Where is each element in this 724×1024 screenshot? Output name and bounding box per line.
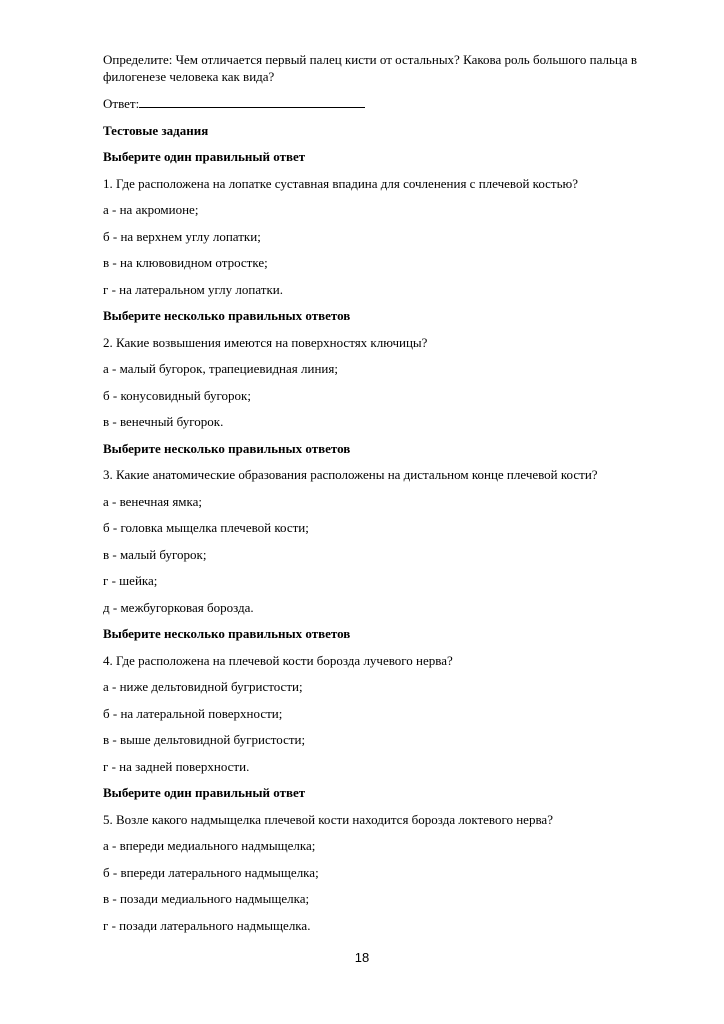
option-5a: а - впереди медиального надмыщелка; [103, 838, 316, 853]
option-1a: а - на акромионе; [103, 202, 199, 217]
option-5c: в - позади медиального надмыщелка; [103, 891, 310, 906]
option-4a: а - ниже дельтовидной бугристости; [103, 679, 303, 694]
option-5b: б - впереди латерального надмыщелка; [103, 864, 319, 880]
question-1: 1. Где расположена на лопатке суставная впадина для сочленения с плечевой костью? [103, 175, 579, 191]
option-3d: г - шейка; [103, 573, 158, 588]
intro-question: Определите: Чем отличается первый палец кисти от остальных? Какова роль большого пальца в филогенезе человека как вида? [103, 52, 637, 84]
option-3e: д - межбугорковая борозда. [103, 599, 254, 615]
option-4b: б - на латеральной поверхности; [103, 705, 283, 721]
question-2: 2. Какие возвышения имеются на поверхностях ключицы? [103, 334, 428, 350]
instruction-3: Выберите несколько правильных ответов [103, 440, 351, 456]
option-1d: г - на латеральном углу лопатки. [103, 281, 283, 297]
option-1b: б - на верхнем углу лопатки; [103, 228, 261, 244]
option-4c: в - выше дельтовидной бугристости; [103, 732, 306, 747]
option-2c: в - венечный бугорок. [103, 414, 224, 429]
instruction-4: Выберите несколько правильных ответов [103, 626, 351, 641]
option-5d: г - позади латерального надмыщелка. [103, 917, 311, 933]
answer-row [103, 95, 663, 112]
option-3c: в - малый бугорок; [103, 546, 207, 562]
answer-blank-line [139, 95, 365, 108]
question-4: 4. Где расположена на плечевой кости борозда лучевого нерва? [103, 652, 453, 668]
page-number: 18 [354, 950, 370, 965]
option-2b: б - конусовидный бугорок; [103, 387, 251, 403]
option-4d: г - на задней поверхности. [103, 758, 250, 774]
question-3: 3. Какие анатомические образования расположены на дистальном конце плечевой кости? [103, 467, 598, 482]
option-3b: б - головка мыщелка плечевой кости; [103, 520, 309, 535]
option-3a: а - венечная ямка; [103, 493, 203, 509]
question-5: 5. Возле какого надмыщелка плечевой кости находится борозда локтевого нерва? [103, 811, 553, 827]
answer-label: Ответ: [103, 96, 140, 111]
section-title: Тестовые задания [103, 122, 209, 138]
option-2a: а - малый бугорок, трапециевидная линия; [103, 361, 338, 376]
instruction-5: Выберите один правильный ответ [103, 785, 306, 800]
document-page-content [103, 51, 663, 934]
instruction-1: Выберите один правильный ответ [103, 149, 306, 164]
instruction-2: Выберите несколько правильных ответов [103, 308, 351, 323]
option-1c: в - на клювовидном отростке; [103, 255, 268, 270]
